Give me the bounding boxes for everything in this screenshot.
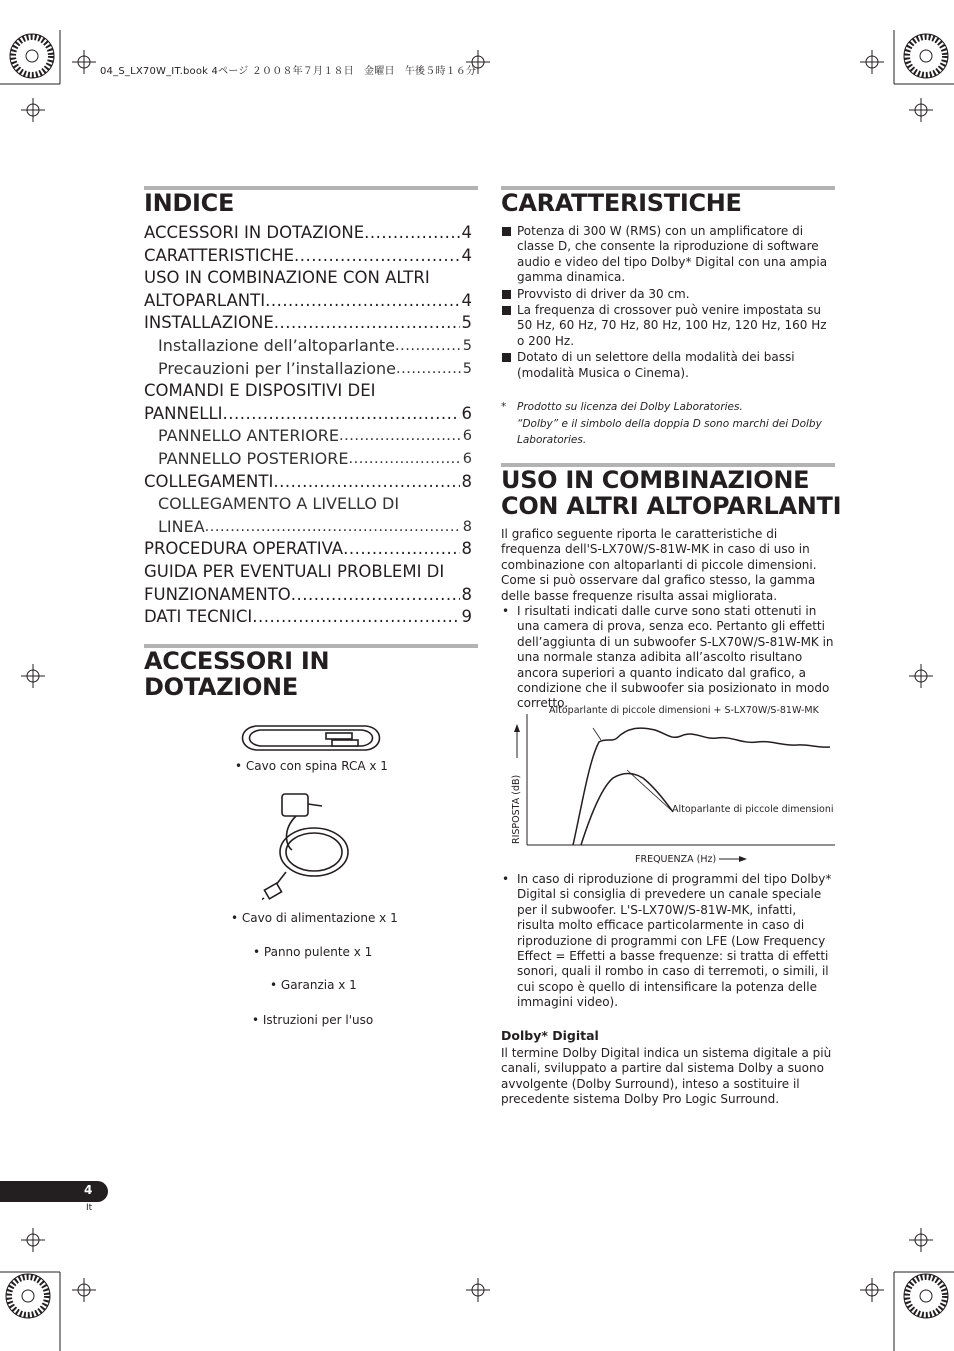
uso-bullet: • In caso di riproduzione di programmi del tipo Dolby* Digital si consiglia di prevedere un canale speciale per il subwoofer. L'S-LX70W/S-81W-MK, infatti, risulta molto efficace particolarmente in caso di riproduzione di programmi con LFE (Low Frequency Effect = Effetti a basse frequenze: si tratta di effetti sonori, quali il rombo in caso di terremoti, o simili, il cui scopo è quello di intensificare la potenza delle immagini video).	[502, 872, 832, 1010]
square-bullet-icon	[502, 227, 511, 236]
frequency-response-chart	[505, 700, 840, 872]
feature-item: La frequenza di crossover può venire impostata su 50 Hz, 60 Hz, 70 Hz, 80 Hz, 100 Hz, 120 Hz, 160 Hz o 200 Hz.	[501, 303, 837, 349]
series-label-small: Altoparlante di piccole dimensioni	[672, 804, 834, 815]
y-axis-label: RISPOSTA (dB)	[511, 774, 522, 844]
page-number: 4	[84, 1183, 93, 1197]
sunburst-mark-top-left	[10, 34, 54, 78]
square-bullet-icon	[502, 353, 511, 362]
accessori-title: ACCESSORI IN DOTAZIONE	[144, 647, 330, 701]
leader-line	[593, 728, 601, 740]
feature-item: Provvisto di driver da 30 cm.	[501, 287, 837, 302]
toc-entry-line1: COMANDI E DISPOSITIVI DEI	[144, 381, 376, 401]
uso-body-2	[501, 872, 836, 1011]
toc-entry[interactable]: INSTALLAZIONE ..... 5	[144, 312, 472, 335]
bullet-icon: •	[502, 872, 510, 886]
toc-subentry[interactable]: LINEA ..... 8	[144, 516, 472, 539]
right-arrow-icon	[739, 856, 747, 862]
rca-cable-illustration	[236, 718, 386, 758]
bullet-icon: •	[502, 604, 510, 619]
toc-entry[interactable]: ALTOPARLANTI ..... 4	[144, 290, 472, 313]
features-list	[501, 224, 837, 382]
dolby-license-note: * Prodotto su licenza dei Dolby Laboratories. “Dolby” e il simbolo della doppia D sono marchi dei Dolby Laboratories.	[501, 401, 822, 446]
uso-bullet: • I risultati indicati dalle curve sono stati ottenuti in una camera di prova, senza eco. Pertanto gli effetti dell’aggiunta di un subwoofer S-LX70W/S-81W-MK in una normale stanza adibita all’ascolto risultano ancora superiori a quanto indicato dal grafico, a condizione che il subwoofer sia posizionato in modo corretto.	[502, 604, 834, 711]
toc-entry[interactable]: FUNZIONAMENTO ..... 8	[144, 584, 472, 607]
uso-body	[501, 527, 836, 712]
x-axis-label: FREQUENZA (Hz)	[635, 854, 717, 865]
toc-entry-line1: GUIDA PER EVENTUALI PROBLEMI DI	[144, 561, 445, 581]
language-code: It	[86, 1203, 93, 1213]
table-of-contents	[144, 222, 472, 629]
sunburst-mark-bottom-left	[6, 1274, 50, 1318]
accessory-item: • Cavo con spina RCA x 1	[235, 759, 388, 773]
toc-entry[interactable]: ACCESSORI IN DOTAZIONE ..... 4	[144, 222, 472, 245]
toc-entry-line1: USO IN COMBINAZIONE CON ALTRI	[144, 268, 430, 288]
square-bullet-icon	[502, 290, 511, 299]
caratteristiche-title: CARATTERISTICHE	[501, 189, 742, 217]
accessory-item: • Cavo di alimentazione x 1	[231, 911, 398, 925]
file-header: 04_S_LX70W_IT.book 4ページ ２００８年７月１８日 金曜日 午後５時１６分	[100, 66, 477, 77]
dolby-heading: Dolby* Digital	[501, 1028, 599, 1043]
toc-entry[interactable]: COLLEGAMENTI ..... 8	[144, 471, 472, 494]
feature-item: Dotato di un selettore della modalità dei bassi (modalità Musica o Cinema).	[501, 350, 837, 381]
indice-title: INDICE	[144, 189, 235, 217]
series-line-combined	[573, 728, 830, 845]
toc-subentry[interactable]: PANNELLO ANTERIORE ..... 6	[144, 425, 472, 448]
toc-entry[interactable]: PROCEDURA OPERATIVA ..... 8	[144, 538, 472, 561]
uso-title: USO IN COMBINAZIONE CON ALTRI ALTOPARLANTI	[501, 466, 842, 520]
uso-intro: Il grafico seguente riporta le caratteristiche di frequenza dell'S-LX70W/S-81W-MK in caso di uso in combinazione con altoparlanti di piccole dimensioni. Come si può osservare dal grafico stesso, la gamma delle basse frequenze risulta assai migliorata.	[501, 527, 817, 603]
toc-subentry[interactable]: Installazione dell’altoparlante ..... 5	[144, 335, 472, 358]
leader-line	[627, 770, 671, 810]
toc-subentry-line1: COLLEGAMENTO A LIVELLO DI	[158, 494, 400, 514]
series-line-small	[581, 774, 673, 846]
toc-entry[interactable]: DATI TECNICI ..... 9	[144, 606, 472, 629]
sunburst-mark-top-right	[904, 34, 948, 78]
square-bullet-icon	[502, 306, 511, 315]
series-label-combined: Altoparlante di piccole dimensioni + S-LX70W/S-81W-MK	[549, 705, 819, 716]
dolby-text: Il termine Dolby Digital indica un sistema digitale a più canali, sviluppato a partire dal sistema Dolby a suono avvolgente (Dolby Surround), inteso a sostituire il precedente sistema Dolby Pro Logic Surround.	[501, 1046, 832, 1107]
accessory-item: • Garanzia x 1	[270, 978, 357, 992]
accessory-item: • Istruzioni per l'uso	[252, 1013, 374, 1027]
sunburst-mark-bottom-right	[904, 1274, 948, 1318]
toc-entry[interactable]: PANNELLI ..... 6	[144, 403, 472, 426]
toc-entry[interactable]: CARATTERISTICHE ..... 4	[144, 245, 472, 268]
toc-subentry[interactable]: Precauzioni per l’installazione ..... 5	[144, 358, 472, 381]
toc-subentry[interactable]: PANNELLO POSTERIORE ..... 6	[144, 448, 472, 471]
power-cord-illustration	[262, 790, 362, 904]
accessory-item: • Panno pulente x 1	[253, 945, 373, 959]
feature-item: Potenza di 300 W (RMS) con un amplificatore di classe D, che consente la riproduzione di software audio e video del tipo Dolby* Digital con una ampia gamma dinamica.	[501, 224, 837, 286]
up-arrow-icon	[514, 724, 520, 732]
